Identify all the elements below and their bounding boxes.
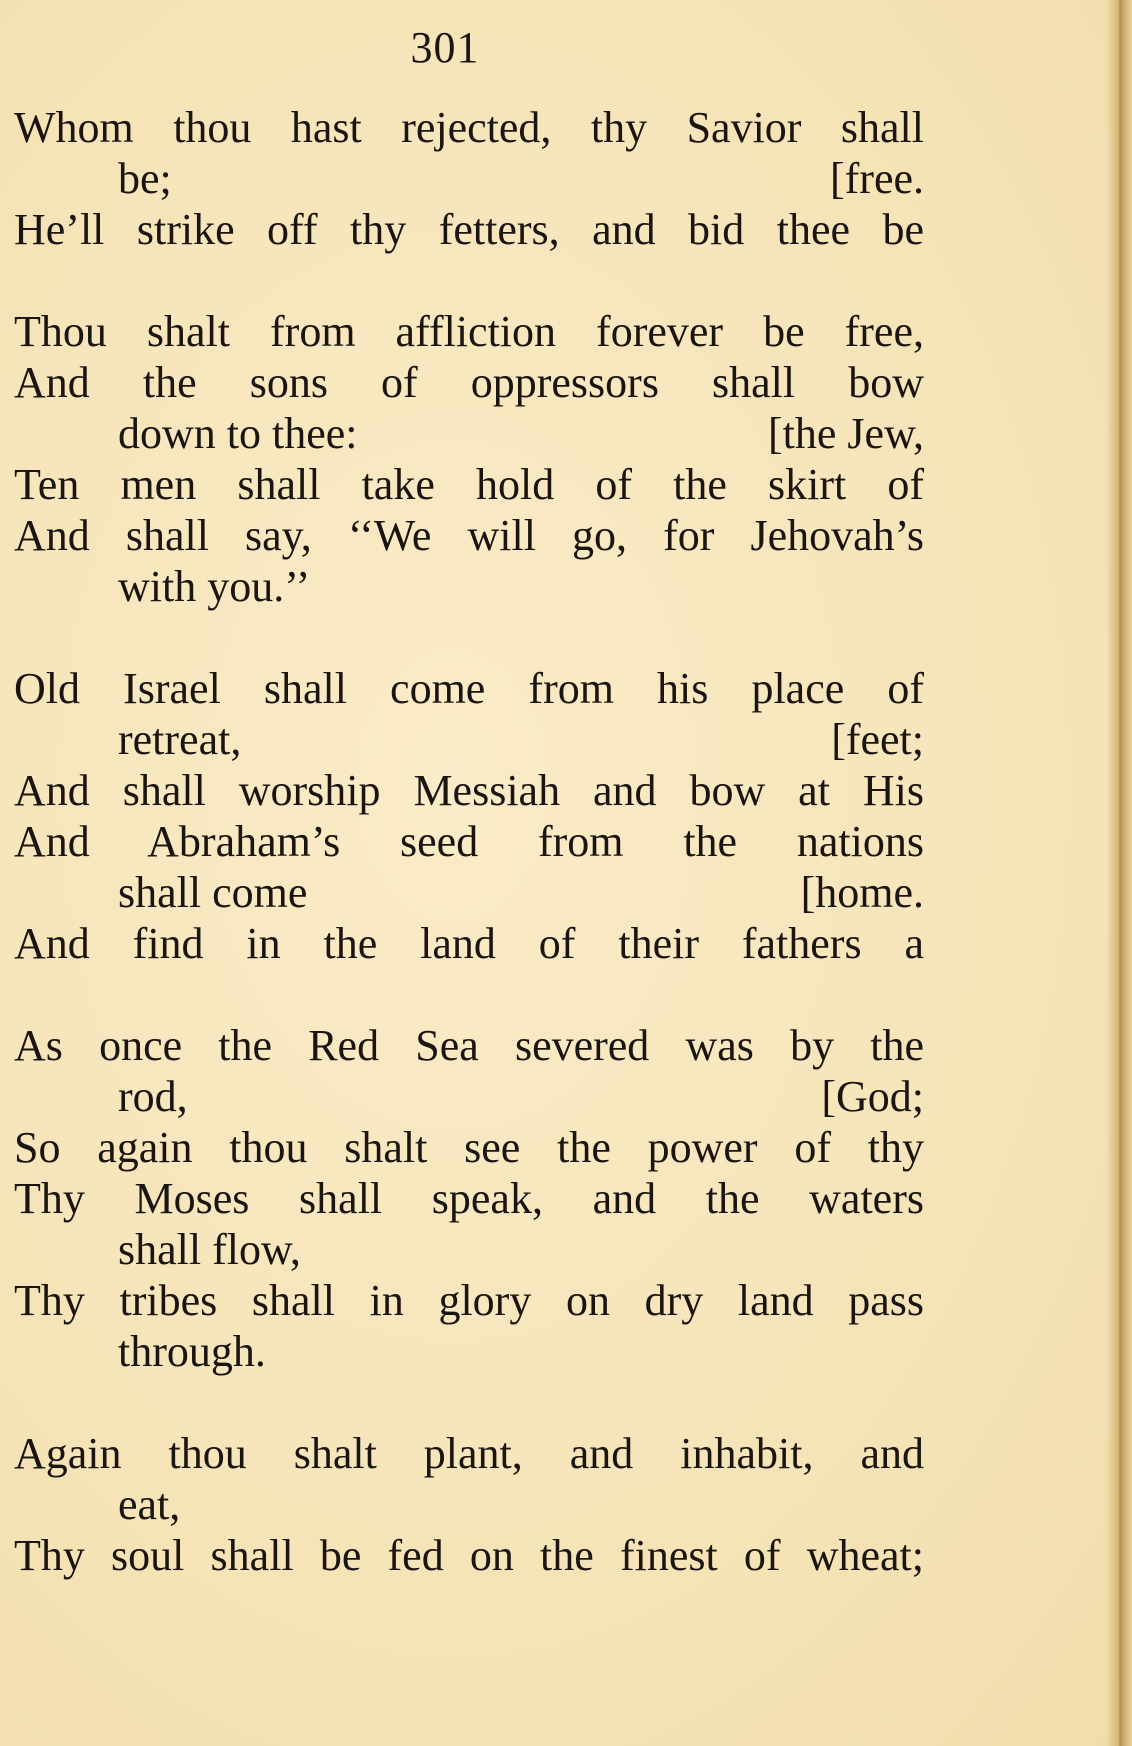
stanza: [14, 663, 924, 969]
verse-line-text: down to thee:: [118, 409, 358, 458]
verse-line: [14, 714, 924, 765]
verse-line-text: He’ll strike off thy fetters, and bid thee be: [14, 205, 924, 254]
stanza: [14, 306, 924, 612]
verse-line: [14, 1224, 924, 1275]
verse-line-text: Thou shalt from affliction forever be free,: [14, 307, 924, 356]
verse-line: [14, 867, 924, 918]
verse-line-text: And shall say, ‘‘We will go, for Jehovah’s: [14, 511, 924, 560]
stanza: [14, 1428, 924, 1581]
verse-line-text: through.: [118, 1327, 266, 1376]
verse-line: [14, 918, 924, 969]
verse-line: [14, 153, 924, 204]
page-number: 301: [410, 23, 480, 72]
verse-line-text: Old Israel shall come from his place of: [14, 664, 924, 713]
verse-line-text: Whom thou hast rejected, thy Savior shall: [14, 103, 924, 152]
verse-line: [14, 306, 924, 357]
verse-line: [14, 1530, 924, 1581]
verse-line-text: As once the Red Sea severed was by the: [14, 1021, 924, 1070]
verse-line: [14, 816, 924, 867]
verse-text: [14, 102, 924, 1632]
verse-line-text: eat,: [118, 1480, 181, 1529]
verse-line-text: be;: [118, 154, 172, 203]
verse-line-text: And the sons of oppressors shall bow: [14, 358, 924, 407]
verse-line-text: Thy Moses shall speak, and the waters: [14, 1174, 924, 1223]
verse-line: [14, 1326, 924, 1377]
verse-line-text: with you.’’: [118, 562, 311, 611]
page-edge-line: [1119, 0, 1122, 1746]
verse-line: [14, 1479, 924, 1530]
verse-line-text: Thy tribes shall in glory on dry land pass: [14, 1276, 924, 1325]
verse-line: [14, 510, 924, 561]
verse-line: [14, 1173, 924, 1224]
verse-line: [14, 204, 924, 255]
verse-line-text: shall come: [118, 868, 308, 917]
verse-line-text: Ten men shall take hold of the skirt of: [14, 460, 924, 509]
verse-line: [14, 561, 924, 612]
verse-line: [14, 408, 924, 459]
verse-line: [14, 1020, 924, 1071]
verse-line-text: rod,: [118, 1072, 188, 1121]
verse-line-text: And shall worship Messiah and bow at His: [14, 766, 924, 815]
verse-line-turnover: [feet;: [831, 715, 924, 764]
stanza: [14, 102, 924, 255]
verse-line: [14, 459, 924, 510]
verse-line-text: And Abraham’s seed from the nations: [14, 817, 924, 866]
verse-line-text: So again thou shalt see the power of thy: [14, 1123, 924, 1172]
verse-line: [14, 765, 924, 816]
verse-line-text: retreat,: [118, 715, 242, 764]
stanza: [14, 1020, 924, 1377]
verse-line-turnover: [God;: [821, 1072, 924, 1121]
verse-line: [14, 1275, 924, 1326]
verse-line: [14, 1428, 924, 1479]
verse-line: [14, 1071, 924, 1122]
verse-line-turnover: [free.: [829, 154, 924, 203]
verse-line-turnover: [the Jew,: [768, 409, 924, 458]
verse-line-text: shall flow,: [118, 1225, 301, 1274]
verse-line-text: Again thou shalt plant, and inhabit, and: [14, 1429, 924, 1478]
verse-line-turnover: [home.: [800, 868, 924, 917]
verse-line-text: Thy soul shall be fed on the finest of wheat;: [14, 1531, 924, 1580]
verse-line: [14, 357, 924, 408]
verse-line: [14, 102, 924, 153]
verse-line-text: And find in the land of their fathers a: [14, 919, 924, 968]
verse-line: [14, 663, 924, 714]
verse-line: [14, 1122, 924, 1173]
